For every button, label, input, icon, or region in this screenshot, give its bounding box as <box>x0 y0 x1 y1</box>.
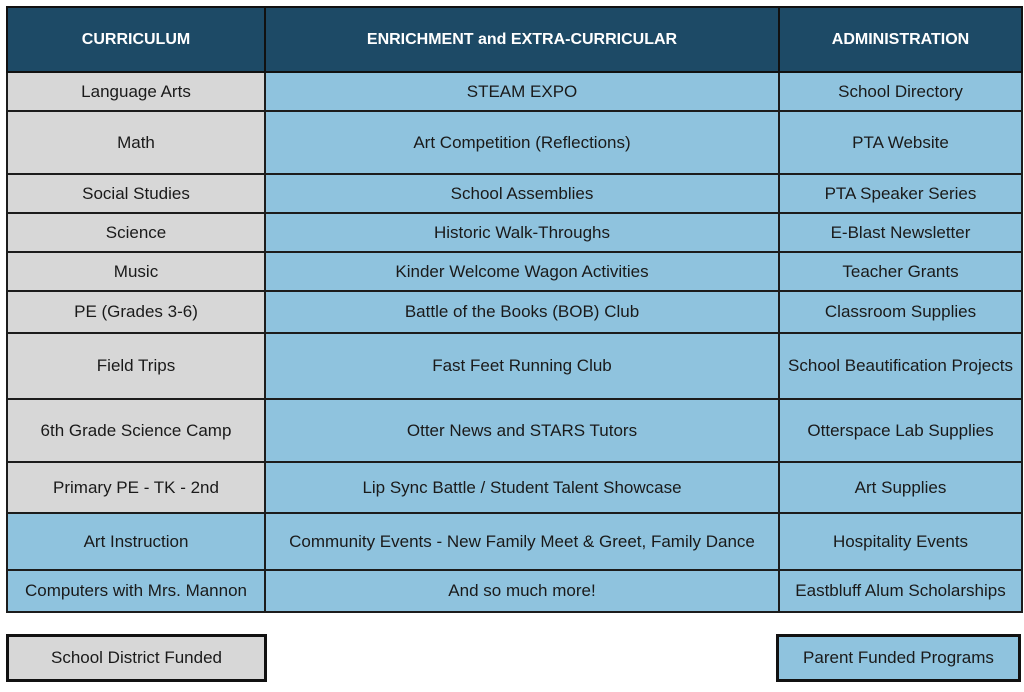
enrichment-cell: STEAM EXPO <box>265 72 779 111</box>
legend-parent-funded <box>776 634 1021 682</box>
administration-cell: PTA Website <box>779 111 1022 174</box>
curriculum-cell: Social Studies <box>7 174 265 213</box>
administration-cell: Classroom Supplies <box>779 291 1022 333</box>
enrichment-cell: Battle of the Books (BOB) Club <box>265 291 779 333</box>
administration-cell: School Beautification Projects <box>779 333 1022 399</box>
curriculum-cell: PE (Grades 3-6) <box>7 291 265 333</box>
enrichment-cell: And so much more! <box>265 570 779 612</box>
table-row <box>7 174 1022 213</box>
header-administration: ADMINISTRATION <box>779 7 1022 72</box>
administration-cell: Teacher Grants <box>779 252 1022 291</box>
curriculum-cell: Math <box>7 111 265 174</box>
curriculum-cell: Computers with Mrs. Mannon <box>7 570 265 612</box>
curriculum-cell: Science <box>7 213 265 252</box>
table-row <box>7 513 1022 570</box>
table-row <box>7 213 1022 252</box>
administration-cell: School Directory <box>779 72 1022 111</box>
curriculum-cell: 6th Grade Science Camp <box>7 399 265 462</box>
administration-cell: E-Blast Newsletter <box>779 213 1022 252</box>
administration-cell: PTA Speaker Series <box>779 174 1022 213</box>
table-row <box>7 291 1022 333</box>
header-enrichment: ENRICHMENT and EXTRA-CURRICULAR <box>265 7 779 72</box>
legend-parent-label: Parent Funded Programs <box>803 648 994 667</box>
administration-cell: Eastbluff Alum Scholarships <box>779 570 1022 612</box>
curriculum-cell: Primary PE - TK - 2nd <box>7 462 265 513</box>
table-row <box>7 333 1022 399</box>
curriculum-cell: Art Instruction <box>7 513 265 570</box>
table-row <box>7 570 1022 612</box>
curriculum-cell: Field Trips <box>7 333 265 399</box>
enrichment-cell: School Assemblies <box>265 174 779 213</box>
enrichment-cell: Otter News and STARS Tutors <box>265 399 779 462</box>
table-row <box>7 462 1022 513</box>
enrichment-cell: Lip Sync Battle / Student Talent Showcase <box>265 462 779 513</box>
header-row <box>7 7 1022 72</box>
administration-cell: Otterspace Lab Supplies <box>779 399 1022 462</box>
legend-district-funded <box>6 634 267 682</box>
table-row <box>7 399 1022 462</box>
curriculum-cell: Language Arts <box>7 72 265 111</box>
enrichment-cell: Community Events - New Family Meet & Greet, Family Dance <box>265 513 779 570</box>
enrichment-cell: Kinder Welcome Wagon Activities <box>265 252 779 291</box>
table-row <box>7 72 1022 111</box>
legend-district-label: School District Funded <box>50 648 223 667</box>
enrichment-cell: Art Competition (Reflections) <box>265 111 779 174</box>
enrichment-cell: Historic Walk-Throughs <box>265 213 779 252</box>
administration-cell: Art Supplies <box>779 462 1022 513</box>
table-row <box>7 111 1022 174</box>
programs-table <box>6 6 1023 613</box>
administration-cell: Hospitality Events <box>779 513 1022 570</box>
curriculum-cell: Music <box>7 252 265 291</box>
header-curriculum: CURRICULUM <box>7 7 265 72</box>
enrichment-cell: Fast Feet Running Club <box>265 333 779 399</box>
table-row <box>7 252 1022 291</box>
